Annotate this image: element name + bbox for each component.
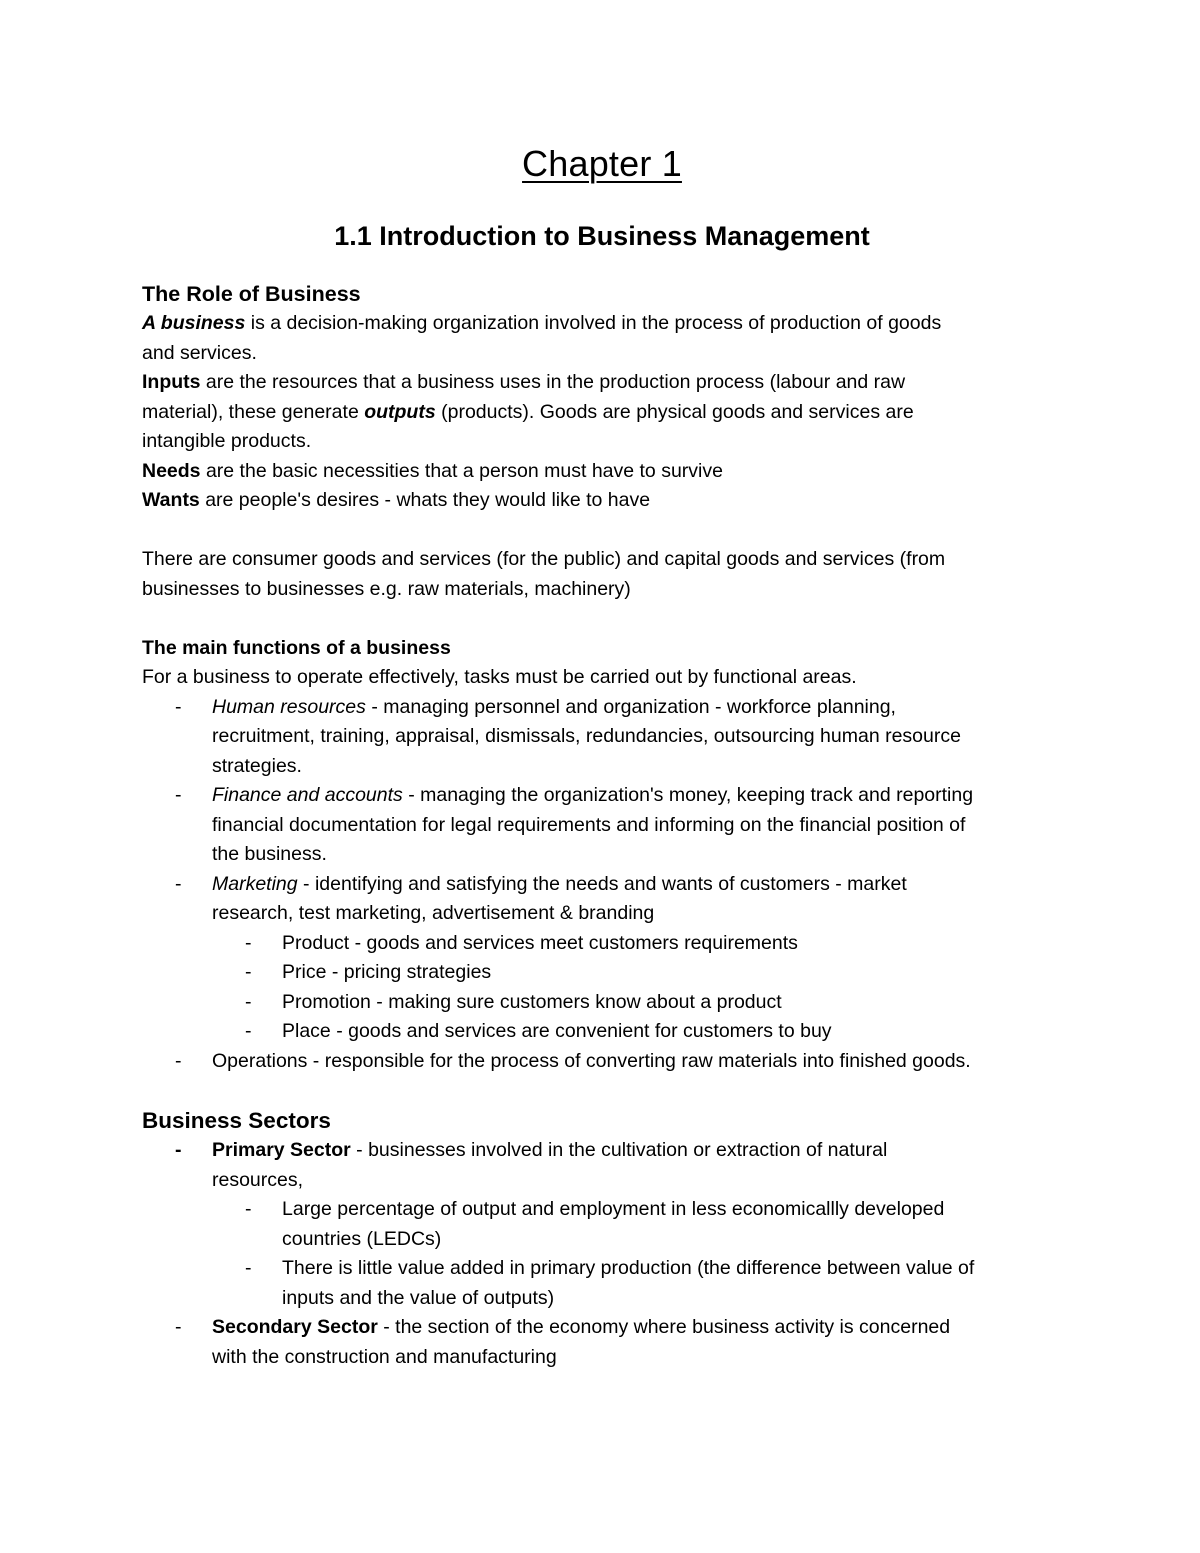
list-item-primary-sector: - Primary Sector - businesses involved in the cultivation or extraction of natural resources, — [142, 1136, 1062, 1195]
wants-term: Wants — [142, 489, 200, 511]
spacer — [142, 516, 1062, 546]
dash-bullet: - — [175, 1316, 182, 1338]
list-item-price: - Price - pricing strategies — [212, 958, 1062, 988]
document-page — [142, 138, 1062, 1372]
finance-term: Finance and accounts — [212, 784, 403, 806]
functions-heading: The main functions of a business — [142, 637, 451, 659]
consumer-goods-line-1: There are consumer goods and services (for the public) and capital goods and services (from — [142, 548, 946, 570]
business-definition-line-1: A business is a decision-making organization involved in the process of production of goods — [142, 312, 942, 334]
list-item-product: - Product - goods and services meet customers requirements — [212, 929, 1062, 959]
functions-list-continued — [142, 1047, 1062, 1077]
list-item-secondary-sector: - Secondary Sector - the section of the economy where business activity is concerned with the construction and manufacturing — [142, 1313, 1062, 1372]
chapter-title: Chapter 1 — [522, 143, 682, 184]
inputs-term: Inputs — [142, 371, 201, 393]
list-item-place: - Place - goods and services are convenient for customers to buy — [212, 1017, 1062, 1047]
needs-term: Needs — [142, 459, 201, 482]
marketing-mix-list — [212, 929, 1062, 1047]
dash-bullet: - — [245, 990, 252, 1013]
inputs-definition-line-3: intangible products. — [142, 430, 312, 452]
sectors-list — [142, 1136, 1062, 1195]
outputs-term: outputs — [364, 400, 436, 423]
marketing-term: Marketing — [212, 872, 298, 895]
sectors-heading: Business Sectors — [142, 1108, 331, 1133]
needs-definition: Needs are the basic necessities that a person must have to survive — [142, 459, 723, 482]
list-item-value-added: - There is little value added in primary production (the difference between value of inputs and the value of outputs) — [212, 1254, 1062, 1313]
inputs-definition-line-2: material), these generate outputs (products). Goods are physical goods and services are — [142, 400, 914, 423]
hr-term: Human resources — [212, 695, 366, 718]
dash-bullet: - — [245, 1020, 252, 1042]
dash-bullet: - — [245, 961, 252, 983]
list-item-ledc-employment: - Large percentage of output and employment in less economicallly developed countries (LEDCs) — [212, 1195, 1062, 1254]
primary-sector-sublist — [212, 1195, 1062, 1313]
dash-bullet: - — [175, 872, 182, 895]
business-definition-line-2: and services. — [142, 341, 257, 364]
functions-list — [142, 693, 1062, 929]
secondary-sector-term: Secondary Sector — [212, 1316, 378, 1338]
dash-bullet: - — [175, 1139, 182, 1161]
business-term: A business — [142, 312, 246, 334]
sectors-list-continued — [142, 1313, 1062, 1372]
list-item-finance: - Finance and accounts - managing the organization's money, keeping track and reporting financial documentation for legal requirements and informing on the financial position of the business. — [142, 781, 1062, 870]
list-item-marketing: - Marketing - identifying and satisfying the needs and wants of customers - market research, test marketing, advertisement & branding — [142, 870, 1062, 929]
dash-bullet: - — [175, 784, 182, 806]
list-item-human-resources: - Human resources - managing personnel and organization - workforce planning, recruitment, training, appraisal, dismissals, redundancies, outsourcing human resource strategies. — [142, 693, 1062, 782]
list-item-promotion: - Promotion - making sure customers know about a product — [212, 988, 1062, 1018]
dash-bullet: - — [175, 1049, 182, 1072]
dash-bullet: - — [175, 695, 182, 718]
dash-bullet: - — [245, 931, 252, 954]
list-item-operations: - Operations - responsible for the process of converting raw materials into finished goods. — [142, 1047, 1062, 1077]
primary-sector-term: Primary Sector — [212, 1139, 351, 1161]
section-title: 1.1 Introduction to Business Management — [334, 221, 870, 251]
role-heading: The Role of Business — [142, 282, 361, 306]
inputs-definition-line-1: Inputs are the resources that a business uses in the production process (labour and raw — [142, 371, 906, 393]
functions-intro: For a business to operate effectively, tasks must be carried out by functional areas. — [142, 666, 857, 688]
consumer-goods-line-2: businesses to businesses e.g. raw materials, machinery) — [142, 577, 631, 600]
dash-bullet: - — [245, 1257, 252, 1279]
wants-definition: Wants are people's desires - whats they would like to have — [142, 489, 651, 511]
dash-bullet: - — [245, 1198, 252, 1220]
